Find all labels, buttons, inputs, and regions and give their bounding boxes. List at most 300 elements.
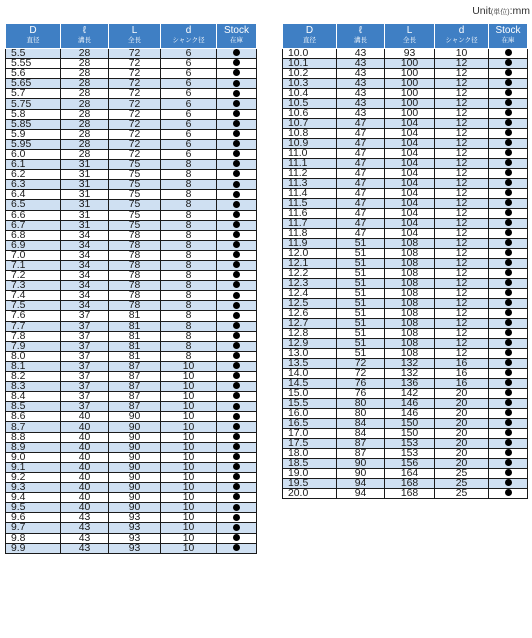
cell-flute-length: 37 — [61, 392, 109, 402]
cell-stock — [489, 469, 528, 479]
cell-overall-length: 168 — [385, 489, 435, 499]
table-row — [283, 249, 528, 259]
cell-shank-diameter: 12 — [435, 179, 489, 189]
cell-stock — [489, 99, 528, 109]
cell-shank-diameter: 12 — [435, 329, 489, 339]
cell-flute-length: 47 — [337, 149, 385, 159]
cell-stock — [217, 220, 257, 230]
cell-overall-length: 90 — [109, 483, 161, 493]
cell-diameter: 8.0 — [6, 351, 61, 361]
cell-shank-diameter: 12 — [435, 199, 489, 209]
in-stock-dot-icon — [505, 49, 512, 56]
cell-diameter: 8.5 — [6, 402, 61, 412]
in-stock-dot-icon — [233, 170, 240, 177]
cell-shank-diameter: 20 — [435, 419, 489, 429]
cell-overall-length: 78 — [109, 260, 161, 270]
in-stock-dot-icon — [233, 493, 240, 500]
cell-diameter: 11.6 — [283, 209, 337, 219]
table-row — [283, 59, 528, 69]
table-row — [6, 543, 257, 553]
cell-shank-diameter: 16 — [435, 359, 489, 369]
table-row — [6, 422, 257, 432]
cell-shank-diameter: 10 — [161, 382, 217, 392]
cell-overall-length: 75 — [109, 210, 161, 220]
cell-overall-length: 93 — [109, 543, 161, 553]
cell-overall-length: 164 — [385, 469, 435, 479]
unit-label — [472, 4, 530, 20]
cell-diameter: 9.7 — [6, 523, 61, 533]
cell-overall-length: 108 — [385, 259, 435, 269]
cell-shank-diameter: 10 — [161, 361, 217, 371]
cell-shank-diameter: 12 — [435, 349, 489, 359]
in-stock-dot-icon — [233, 130, 240, 137]
cell-shank-diameter: 6 — [161, 129, 217, 139]
in-stock-dot-icon — [233, 191, 240, 198]
cell-overall-length: 72 — [109, 79, 161, 89]
in-stock-dot-icon — [233, 392, 240, 399]
cell-stock — [217, 452, 257, 462]
cell-stock — [217, 250, 257, 260]
cell-diameter: 5.65 — [6, 79, 61, 89]
cell-shank-diameter: 8 — [161, 311, 217, 321]
cell-overall-length: 100 — [385, 109, 435, 119]
cell-flute-length: 51 — [337, 249, 385, 259]
table-row — [6, 149, 257, 159]
cell-diameter: 6.2 — [6, 170, 61, 180]
cell-flute-length: 43 — [337, 49, 385, 59]
cell-stock — [489, 339, 528, 349]
in-stock-dot-icon — [505, 479, 512, 486]
cell-diameter: 8.8 — [6, 432, 61, 442]
cell-stock — [217, 432, 257, 442]
in-stock-dot-icon — [505, 249, 512, 256]
header-flute-length: ℓ 溝長 — [337, 24, 385, 49]
cell-diameter: 6.0 — [6, 149, 61, 159]
in-stock-dot-icon — [505, 459, 512, 466]
table-row — [283, 289, 528, 299]
cell-shank-diameter: 8 — [161, 341, 217, 351]
cell-shank-diameter: 10 — [161, 503, 217, 513]
cell-flute-length: 31 — [61, 200, 109, 210]
in-stock-dot-icon — [233, 120, 240, 127]
cell-diameter: 9.2 — [6, 472, 61, 482]
cell-flute-length: 51 — [337, 329, 385, 339]
table-row — [6, 139, 257, 149]
cell-flute-length: 28 — [61, 69, 109, 79]
cell-overall-length: 81 — [109, 341, 161, 351]
table-row — [6, 372, 257, 382]
cell-shank-diameter: 10 — [161, 472, 217, 482]
cell-overall-length: 108 — [385, 299, 435, 309]
cell-shank-diameter: 12 — [435, 249, 489, 259]
cell-shank-diameter: 10 — [161, 493, 217, 503]
cell-stock — [217, 513, 257, 523]
cell-diameter: 5.7 — [6, 89, 61, 99]
in-stock-dot-icon — [233, 90, 240, 97]
cell-diameter: 18.5 — [283, 459, 337, 469]
in-stock-dot-icon — [233, 221, 240, 228]
in-stock-dot-icon — [233, 433, 240, 440]
table-row — [283, 419, 528, 429]
cell-flute-length: 34 — [61, 301, 109, 311]
cell-shank-diameter: 12 — [435, 189, 489, 199]
cell-diameter: 9.0 — [6, 452, 61, 462]
cell-flute-length: 51 — [337, 239, 385, 249]
cell-shank-diameter: 12 — [435, 129, 489, 139]
table-row — [6, 129, 257, 139]
in-stock-dot-icon — [505, 259, 512, 266]
cell-overall-length: 153 — [385, 439, 435, 449]
cell-stock — [217, 59, 257, 69]
cell-flute-length: 72 — [337, 359, 385, 369]
in-stock-dot-icon — [233, 80, 240, 87]
in-stock-dot-icon — [505, 79, 512, 86]
cell-overall-length: 75 — [109, 220, 161, 230]
cell-overall-length: 72 — [109, 49, 161, 59]
cell-overall-length: 78 — [109, 240, 161, 250]
in-stock-dot-icon — [233, 473, 240, 480]
cell-flute-length: 51 — [337, 289, 385, 299]
cell-shank-diameter: 10 — [161, 543, 217, 553]
cell-stock — [489, 299, 528, 309]
cell-shank-diameter: 12 — [435, 209, 489, 219]
cell-diameter: 5.5 — [6, 49, 61, 59]
cell-diameter: 8.1 — [6, 361, 61, 371]
in-stock-dot-icon — [505, 329, 512, 336]
cell-diameter: 8.2 — [6, 372, 61, 382]
in-stock-dot-icon — [505, 419, 512, 426]
cell-flute-length: 47 — [337, 189, 385, 199]
cell-diameter: 10.0 — [283, 49, 337, 59]
cell-flute-length: 40 — [61, 452, 109, 462]
table-row — [6, 79, 257, 89]
table-row — [283, 299, 528, 309]
cell-diameter: 17.5 — [283, 439, 337, 449]
table-row — [6, 250, 257, 260]
cell-shank-diameter: 6 — [161, 49, 217, 59]
cell-diameter: 11.7 — [283, 219, 337, 229]
table-row — [6, 301, 257, 311]
cell-stock — [217, 170, 257, 180]
in-stock-dot-icon — [505, 319, 512, 326]
cell-shank-diameter: 8 — [161, 230, 217, 240]
cell-diameter: 10.1 — [283, 59, 337, 69]
in-stock-dot-icon — [233, 201, 240, 208]
header-diameter: D 直径 — [6, 24, 61, 49]
cell-stock — [489, 139, 528, 149]
cell-diameter: 11.5 — [283, 199, 337, 209]
cell-stock — [217, 129, 257, 139]
table-row — [283, 489, 528, 499]
table-row — [283, 199, 528, 209]
table-row — [6, 260, 257, 270]
cell-overall-length: 104 — [385, 209, 435, 219]
cell-overall-length: 87 — [109, 361, 161, 371]
table-row — [283, 219, 528, 229]
cell-flute-length: 40 — [61, 493, 109, 503]
cell-overall-length: 90 — [109, 442, 161, 452]
cell-flute-length: 43 — [337, 79, 385, 89]
in-stock-dot-icon — [505, 209, 512, 216]
cell-overall-length: 132 — [385, 369, 435, 379]
in-stock-dot-icon — [233, 514, 240, 521]
cell-stock — [217, 99, 257, 109]
cell-overall-length: 153 — [385, 449, 435, 459]
cell-flute-length: 37 — [61, 311, 109, 321]
cell-stock — [217, 533, 257, 543]
cell-shank-diameter: 6 — [161, 89, 217, 99]
cell-shank-diameter: 12 — [435, 59, 489, 69]
cell-shank-diameter: 10 — [161, 452, 217, 462]
cell-flute-length: 80 — [337, 399, 385, 409]
cell-overall-length: 104 — [385, 189, 435, 199]
cell-stock — [217, 523, 257, 533]
cell-diameter: 5.85 — [6, 119, 61, 129]
table-row — [283, 409, 528, 419]
cell-stock — [489, 419, 528, 429]
cell-overall-length: 90 — [109, 462, 161, 472]
cell-shank-diameter: 12 — [435, 159, 489, 169]
table-row — [283, 109, 528, 119]
cell-overall-length: 90 — [109, 422, 161, 432]
table-row — [283, 239, 528, 249]
table-row — [283, 279, 528, 289]
cell-overall-length: 75 — [109, 180, 161, 190]
cell-stock — [217, 260, 257, 270]
cell-overall-length: 108 — [385, 269, 435, 279]
table-row — [283, 449, 528, 459]
table-row — [6, 432, 257, 442]
cell-overall-length: 136 — [385, 379, 435, 389]
cell-stock — [489, 319, 528, 329]
cell-stock — [489, 489, 528, 499]
cell-shank-diameter: 20 — [435, 389, 489, 399]
in-stock-dot-icon — [233, 534, 240, 541]
table-row — [6, 503, 257, 513]
cell-overall-length: 93 — [109, 513, 161, 523]
cell-diameter: 5.6 — [6, 69, 61, 79]
cell-overall-length: 93 — [109, 523, 161, 533]
cell-shank-diameter: 12 — [435, 139, 489, 149]
cell-diameter: 10.5 — [283, 99, 337, 109]
in-stock-dot-icon — [505, 149, 512, 156]
cell-stock — [217, 79, 257, 89]
cell-diameter: 12.4 — [283, 289, 337, 299]
cell-shank-diameter: 20 — [435, 429, 489, 439]
header-stock: Stock 在庫 — [217, 24, 257, 49]
in-stock-dot-icon — [233, 211, 240, 218]
table-row — [6, 382, 257, 392]
in-stock-dot-icon — [233, 271, 240, 278]
cell-diameter: 11.3 — [283, 179, 337, 189]
cell-overall-length: 104 — [385, 229, 435, 239]
table-row — [6, 180, 257, 190]
cell-shank-diameter: 16 — [435, 369, 489, 379]
cell-stock — [489, 259, 528, 269]
cell-stock — [489, 189, 528, 199]
cell-flute-length: 51 — [337, 259, 385, 269]
cell-shank-diameter: 8 — [161, 240, 217, 250]
cell-flute-length: 31 — [61, 220, 109, 230]
unit-sub: (単位) — [490, 9, 510, 16]
cell-flute-length: 51 — [337, 339, 385, 349]
table-row — [6, 331, 257, 341]
cell-flute-length: 31 — [61, 180, 109, 190]
cell-overall-length: 87 — [109, 382, 161, 392]
cell-stock — [489, 169, 528, 179]
cell-stock — [217, 361, 257, 371]
table-row — [6, 392, 257, 402]
cell-shank-diameter: 8 — [161, 281, 217, 291]
cell-stock — [489, 449, 528, 459]
cell-flute-length: 40 — [61, 483, 109, 493]
table-row — [283, 209, 528, 219]
cell-overall-length: 108 — [385, 289, 435, 299]
table-row — [6, 311, 257, 321]
cell-stock — [489, 479, 528, 489]
table-row — [283, 389, 528, 399]
cell-shank-diameter: 25 — [435, 479, 489, 489]
in-stock-dot-icon — [233, 100, 240, 107]
cell-overall-length: 100 — [385, 59, 435, 69]
table-row — [283, 479, 528, 489]
cell-stock — [489, 149, 528, 159]
cell-diameter: 17.0 — [283, 429, 337, 439]
in-stock-dot-icon — [233, 281, 240, 288]
in-stock-dot-icon — [233, 463, 240, 470]
table-header — [283, 24, 528, 49]
cell-shank-diameter: 20 — [435, 409, 489, 419]
table-row — [6, 99, 257, 109]
cell-stock — [489, 129, 528, 139]
cell-stock — [489, 239, 528, 249]
unit-value: :mm — [509, 5, 530, 17]
cell-stock — [489, 269, 528, 279]
cell-shank-diameter: 12 — [435, 299, 489, 309]
cell-flute-length: 37 — [61, 361, 109, 371]
cell-shank-diameter: 6 — [161, 69, 217, 79]
table-row — [283, 99, 528, 109]
cell-overall-length: 90 — [109, 503, 161, 513]
cell-shank-diameter: 12 — [435, 239, 489, 249]
in-stock-dot-icon — [505, 229, 512, 236]
cell-overall-length: 72 — [109, 99, 161, 109]
cell-shank-diameter: 8 — [161, 220, 217, 230]
table-row — [6, 442, 257, 452]
cell-overall-length: 72 — [109, 69, 161, 79]
cell-stock — [217, 271, 257, 281]
cell-stock — [489, 369, 528, 379]
cell-diameter: 7.8 — [6, 331, 61, 341]
in-stock-dot-icon — [505, 109, 512, 116]
table-row — [6, 452, 257, 462]
cell-diameter: 10.8 — [283, 129, 337, 139]
cell-diameter: 6.9 — [6, 240, 61, 250]
cell-overall-length: 90 — [109, 432, 161, 442]
cell-stock — [217, 331, 257, 341]
cell-overall-length: 108 — [385, 239, 435, 249]
cell-stock — [217, 311, 257, 321]
table-row — [283, 439, 528, 449]
cell-diameter: 10.3 — [283, 79, 337, 89]
cell-diameter: 9.8 — [6, 533, 61, 543]
spec-table-right — [282, 23, 528, 499]
cell-flute-length: 28 — [61, 109, 109, 119]
in-stock-dot-icon — [505, 449, 512, 456]
cell-flute-length: 47 — [337, 119, 385, 129]
cell-overall-length: 81 — [109, 331, 161, 341]
cell-flute-length: 47 — [337, 219, 385, 229]
table-body-left — [6, 49, 257, 554]
cell-stock — [489, 429, 528, 439]
cell-overall-length: 75 — [109, 170, 161, 180]
cell-overall-length: 78 — [109, 250, 161, 260]
cell-shank-diameter: 12 — [435, 89, 489, 99]
table-row — [6, 220, 257, 230]
cell-stock — [217, 240, 257, 250]
cell-shank-diameter: 8 — [161, 301, 217, 311]
table-row — [283, 79, 528, 89]
table-row — [283, 129, 528, 139]
cell-flute-length: 51 — [337, 299, 385, 309]
cell-diameter: 15.5 — [283, 399, 337, 409]
in-stock-dot-icon — [233, 483, 240, 490]
cell-diameter: 8.7 — [6, 422, 61, 432]
table-row — [283, 319, 528, 329]
cell-flute-length: 94 — [337, 479, 385, 489]
cell-diameter: 6.4 — [6, 190, 61, 200]
cell-shank-diameter: 12 — [435, 99, 489, 109]
cell-overall-length: 78 — [109, 291, 161, 301]
cell-stock — [489, 89, 528, 99]
cell-overall-length: 156 — [385, 459, 435, 469]
cell-diameter: 11.9 — [283, 239, 337, 249]
cell-overall-length: 78 — [109, 271, 161, 281]
cell-flute-length: 80 — [337, 409, 385, 419]
cell-flute-length: 43 — [61, 543, 109, 553]
cell-shank-diameter: 6 — [161, 109, 217, 119]
in-stock-dot-icon — [505, 409, 512, 416]
cell-shank-diameter: 12 — [435, 319, 489, 329]
cell-shank-diameter: 12 — [435, 149, 489, 159]
cell-shank-diameter: 12 — [435, 269, 489, 279]
in-stock-dot-icon — [233, 413, 240, 420]
cell-diameter: 10.7 — [283, 119, 337, 129]
in-stock-dot-icon — [233, 362, 240, 369]
table-row — [6, 109, 257, 119]
cell-flute-length: 43 — [337, 59, 385, 69]
cell-shank-diameter: 10 — [161, 523, 217, 533]
cell-stock — [217, 341, 257, 351]
cell-flute-length: 28 — [61, 149, 109, 159]
cell-diameter: 12.7 — [283, 319, 337, 329]
cell-flute-length: 51 — [337, 269, 385, 279]
cell-shank-diameter: 8 — [161, 331, 217, 341]
cell-overall-length: 104 — [385, 129, 435, 139]
cell-shank-diameter: 8 — [161, 210, 217, 220]
cell-flute-length: 40 — [61, 412, 109, 422]
cell-stock — [217, 472, 257, 482]
cell-stock — [217, 412, 257, 422]
cell-flute-length: 72 — [337, 369, 385, 379]
in-stock-dot-icon — [505, 199, 512, 206]
table-row — [6, 291, 257, 301]
cell-diameter: 11.1 — [283, 159, 337, 169]
cell-flute-length: 37 — [61, 341, 109, 351]
cell-stock — [217, 442, 257, 452]
in-stock-dot-icon — [505, 59, 512, 66]
table-row — [6, 170, 257, 180]
